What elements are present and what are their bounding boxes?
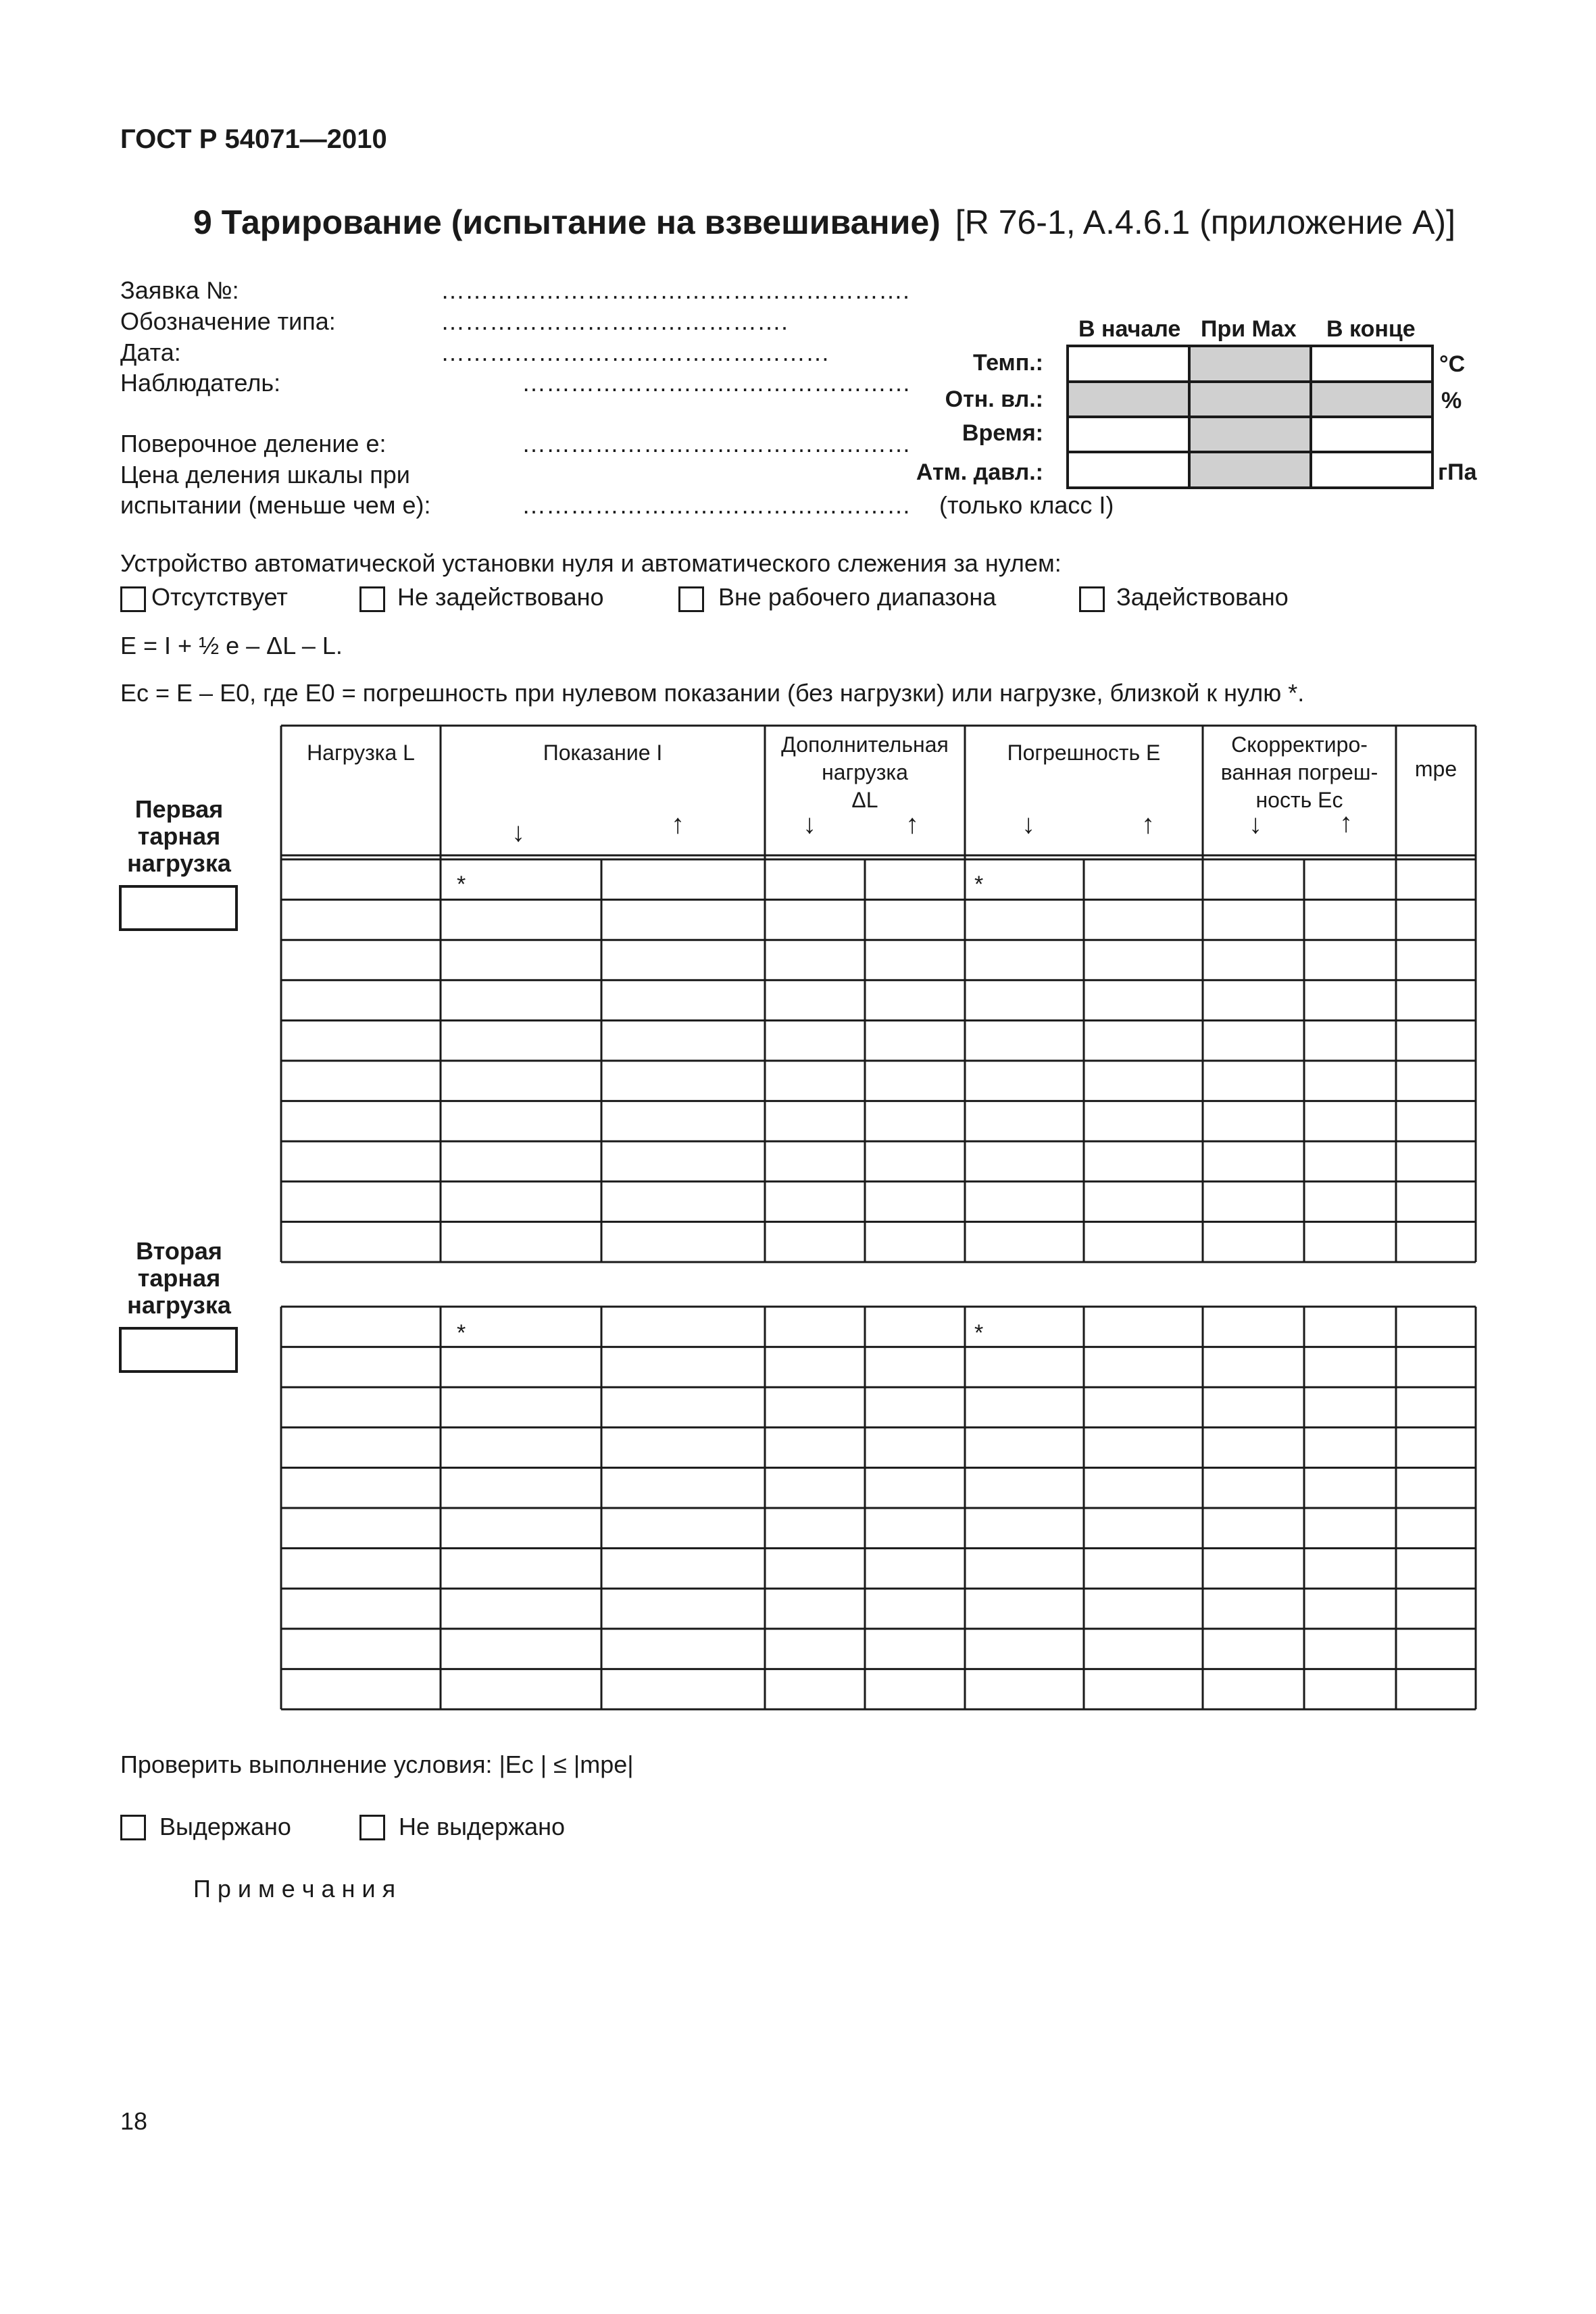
star-second-error: * <box>974 1320 984 1346</box>
field-label-scale-interval-1: Цена деления шкалы при <box>120 461 410 488</box>
arrow-up-error: ↑ <box>1141 809 1155 839</box>
conditions-unit-percent: % <box>1441 388 1462 413</box>
field-label-verification-division: Поверочное деление e: <box>120 430 386 457</box>
section-title-main: 9 Тарирование (испытание на взвешивание) <box>193 203 941 241</box>
conditions-row-humidity: Отн. вл.: <box>945 386 1043 412</box>
star-first-error: * <box>974 872 984 897</box>
arrow-up-additional: ↑ <box>905 809 919 839</box>
col-header-additional-1: Дополнительная <box>781 732 949 757</box>
field-dots-verification-division[interactable]: ………………………………………… <box>522 430 911 457</box>
notes-label: П р и м е ч а н и я <box>193 1875 396 1903</box>
field-label-date: Дата: <box>120 338 181 366</box>
section-title-ref: [R 76-1, A.4.6.1 (приложение А)] <box>955 203 1455 241</box>
col-header-mpe: mpe <box>1414 757 1457 781</box>
option-engaged: Задействовано <box>1116 583 1289 611</box>
conditions-row-pressure: Атм. давл.: <box>916 459 1043 485</box>
conditions-row-temp: Темп.: <box>973 350 1043 376</box>
col-header-corrected-2: ванная погреш- <box>1220 760 1378 784</box>
check-condition: Проверить выполнение условия: |Ec | ≤ |mpe| <box>120 1751 634 1778</box>
field-dots-scale-interval[interactable]: ………………………………………… <box>522 491 911 519</box>
conditions-row-time: Время: <box>962 420 1043 446</box>
field-label-observer: Наблюдатель: <box>120 369 281 397</box>
col-header-corrected-3: ность Ec <box>1255 788 1343 812</box>
col-header-load: Нагрузка L <box>307 740 415 765</box>
tare-label-first-1: Первая <box>134 795 224 823</box>
tare-label-first-2: тарная <box>137 822 221 850</box>
conditions-col-start: В начале <box>1078 316 1181 342</box>
arrow-up-corrected: ↑ <box>1339 808 1353 838</box>
conditions-unit-celsius: °C <box>1439 351 1466 377</box>
field-dots-date[interactable]: ………………………………………… <box>441 338 830 366</box>
checkbox-passed[interactable] <box>120 1815 146 1840</box>
field-label-type: Обозначение типа: <box>120 307 336 335</box>
field-suffix-class: (только класс I) <box>939 491 1114 519</box>
checkbox-failed[interactable] <box>359 1815 385 1840</box>
formula-error: E = I + ½ e – ΔL – L. <box>120 632 343 659</box>
tare-label-second-3: нагрузка <box>127 1291 231 1319</box>
conditions-col-end: В конце <box>1326 316 1416 342</box>
arrow-down-corrected: ↓ <box>1249 809 1262 839</box>
arrow-down-error: ↓ <box>1022 809 1035 839</box>
page-number: 18 <box>120 2107 148 2135</box>
tare-label-second-2: тарная <box>137 1264 221 1292</box>
col-header-indication: Показание I <box>543 740 663 765</box>
col-header-additional-2: нагрузка <box>822 760 908 784</box>
option-passed: Выдержано <box>159 1813 291 1840</box>
tare-label-first-3: нагрузка <box>127 849 231 877</box>
option-out-of-range: Вне рабочего диапазона <box>718 583 997 611</box>
field-dots-observer[interactable]: ………………………………………… <box>522 369 911 397</box>
arrow-down-additional: ↓ <box>803 809 816 839</box>
col-header-corrected-1: Скорректиро- <box>1231 732 1368 757</box>
option-not-engaged: Не задействовано <box>397 583 604 611</box>
formula-corrected: Ec = E – E0, где E0 = погрешность при нулевом показании (без нагрузки) или нагрузке, близкой к нулю *. <box>120 679 1305 707</box>
standard-code: ГОСТ Р 54071—2010 <box>120 124 387 154</box>
field-dots-application[interactable]: …………………………………………………. <box>441 276 910 304</box>
conditions-unit-hpa: гПа <box>1438 459 1477 485</box>
field-label-application: Заявка №: <box>120 276 239 304</box>
field-label-scale-interval-2: испытании (меньше чем e): <box>120 491 431 519</box>
col-header-additional-3: ΔL <box>851 788 878 812</box>
star-second-indication: * <box>457 1320 466 1346</box>
arrow-up-indication: ↑ <box>671 809 684 839</box>
star-first-indication: * <box>457 872 466 897</box>
arrow-down-indication: ↓ <box>512 818 525 847</box>
option-absent: Отсутствует <box>151 583 288 611</box>
col-header-error: Погрешность E <box>1007 740 1161 765</box>
option-failed: Не выдержано <box>399 1813 566 1840</box>
zero-tracking-question: Устройство автоматической установки нуля и автоматического слежения за нулем: <box>120 549 1062 577</box>
conditions-col-max: При Max <box>1201 316 1297 342</box>
tare-label-second-1: Вторая <box>136 1237 222 1265</box>
field-dots-type[interactable]: ……………………………………. <box>441 307 789 335</box>
